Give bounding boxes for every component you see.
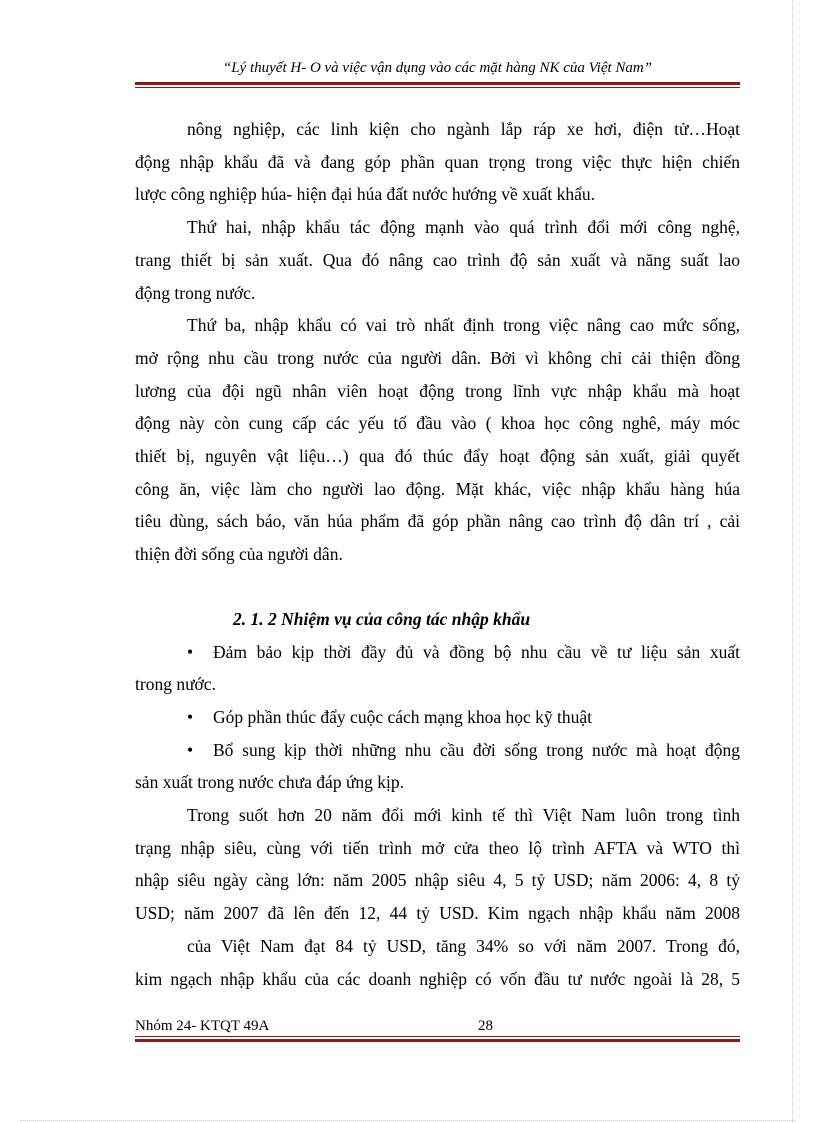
text-line: tiêu dùng, sách báo, văn húa phẩm đã góp phần nâng cao trình độ dân trí , cải: [135, 511, 740, 532]
text-line: thiện đời sống của người dân.: [135, 544, 343, 565]
bullet-continuation: [135, 766, 740, 799]
text-line: động này còn cung cấp các yếu tố đầu vào ( khoa học công nghê, máy móc: [135, 413, 740, 434]
bullet-icon: •: [187, 641, 194, 662]
footer-group-label: Nhóm 24- KTQT 49A: [135, 1018, 270, 1034]
text-line: công ăn, việc làm cho người lao động. Mặt khác, việc nhập khẩu hàng húa: [135, 478, 740, 499]
header-rule: [135, 82, 740, 85]
text-line: mở rộng nhu cầu trong nước của người dân. Bởi vì không chỉ cải thiện đồng: [135, 347, 740, 368]
header-rule-thin: [135, 87, 740, 88]
text-line: động nhập khẩu đã và đang góp phần quan trọng trong việc thực hiện chiến: [135, 151, 740, 172]
page-edge-bottom: [20, 1120, 796, 1121]
footer-rule-thin: [135, 1036, 740, 1037]
page-body: [135, 113, 740, 995]
text-line: thiết bị, nguyên vật liệu…) qua đó thúc đẩy hoạt động sản xuất, giải quyết: [135, 446, 740, 467]
paragraph: [135, 473, 740, 506]
bullet-icon: •: [187, 739, 194, 760]
bullet-item: [135, 701, 740, 734]
text-line: trang thiết bị sản xuất. Qua đó nâng cao trình độ sản xuất và năng suất lao: [135, 249, 740, 270]
text-line: của Việt Nam đạt 84 tỷ USD, tăng 34% so với năm 2007. Trong đó,: [187, 935, 740, 956]
text-line: lương của đội ngũ nhân viên hoạt động trong lĩnh vực nhập khẩu mà hoạt: [135, 380, 740, 401]
paragraph: [135, 342, 740, 375]
paragraph: [135, 244, 740, 277]
text-line: nhập siêu ngày càng lớn: năm 2005 nhập siêu 4, 5 tỷ USD; năm 2006: 4, 8 tỷ: [135, 870, 740, 891]
text-line: trong nước.: [135, 674, 216, 695]
bullet-text: Góp phần thúc đẩy cuộc cách mạng khoa học kỹ thuật: [213, 706, 593, 727]
paragraph: [135, 799, 740, 832]
text-line: USD; năm 2007 đã lên đến 12, 44 tỷ USD. Kim ngạch nhập khẩu năm 2008: [135, 903, 740, 924]
text-line: Trong suốt hơn 20 năm đổi mới kinh tế thì Việt Nam luôn trong tình: [187, 805, 740, 826]
text-line: Thứ ba, nhập khẩu có vai trò nhất định trong việc nâng cao mức sống,: [187, 315, 740, 336]
paragraph: [135, 832, 740, 865]
page-edge-right: [792, 0, 793, 1123]
paragraph: [135, 505, 740, 538]
section-heading: 2. 1. 2 Nhiệm vụ của công tác nhập khẩu: [233, 608, 531, 629]
paragraph: [135, 864, 740, 897]
paragraph: [135, 309, 740, 342]
paragraph: [135, 407, 740, 440]
text-line: sản xuất trong nước chưa đáp ứng kịp.: [135, 772, 405, 793]
footer-rule: [135, 1039, 740, 1042]
text-line: động trong nước.: [135, 282, 256, 303]
page-number: 28: [478, 1018, 493, 1034]
text-line: Thứ hai, nhập khẩu tác động mạnh vào quá trình đổi mới công nghệ,: [187, 217, 740, 238]
paragraph: [135, 211, 740, 244]
bullet-item: [135, 734, 740, 767]
bullet-item: [135, 636, 740, 669]
paragraph: [135, 178, 740, 211]
paragraph: [135, 897, 740, 930]
text-line: kim ngạch nhập khẩu của các doanh nghiệp có vốn đầu tư nước ngoài là 28, 5: [135, 968, 740, 989]
paragraph: [135, 375, 740, 408]
text-line: trạng nhập siêu, cùng với tiến trình mở cửa theo lộ trình AFTA và WTO thì: [135, 837, 740, 858]
blank-line: [135, 571, 740, 603]
bullet-icon: •: [187, 706, 194, 727]
paragraph: [135, 538, 740, 571]
running-header: “Lý thuyết H- O và việc vận dụng vào các mặt hàng NK của Việt Nam”: [222, 60, 653, 76]
text-line: lược công nghiệp húa- hiện đại húa đất nước hướng về xuất khẩu.: [135, 184, 596, 205]
bullet-text: Bổ sung kịp thời những nhu cầu đời sống trong nước mà hoạt động: [213, 739, 740, 760]
paragraph: [135, 930, 740, 963]
paragraph: [135, 146, 740, 179]
bullet-text: Đảm bảo kịp thời đầy đủ và đồng bộ nhu cầu về tư liệu sản xuất: [213, 641, 740, 662]
text-line: nông nghiệp, các linh kiện cho ngành lắp ráp xe hơi, điện tử…Hoạt: [187, 119, 740, 139]
paragraph: [135, 113, 740, 146]
paragraph: [135, 440, 740, 473]
paragraph: [135, 963, 740, 996]
bullet-continuation: [135, 668, 740, 701]
paragraph: [135, 277, 740, 310]
